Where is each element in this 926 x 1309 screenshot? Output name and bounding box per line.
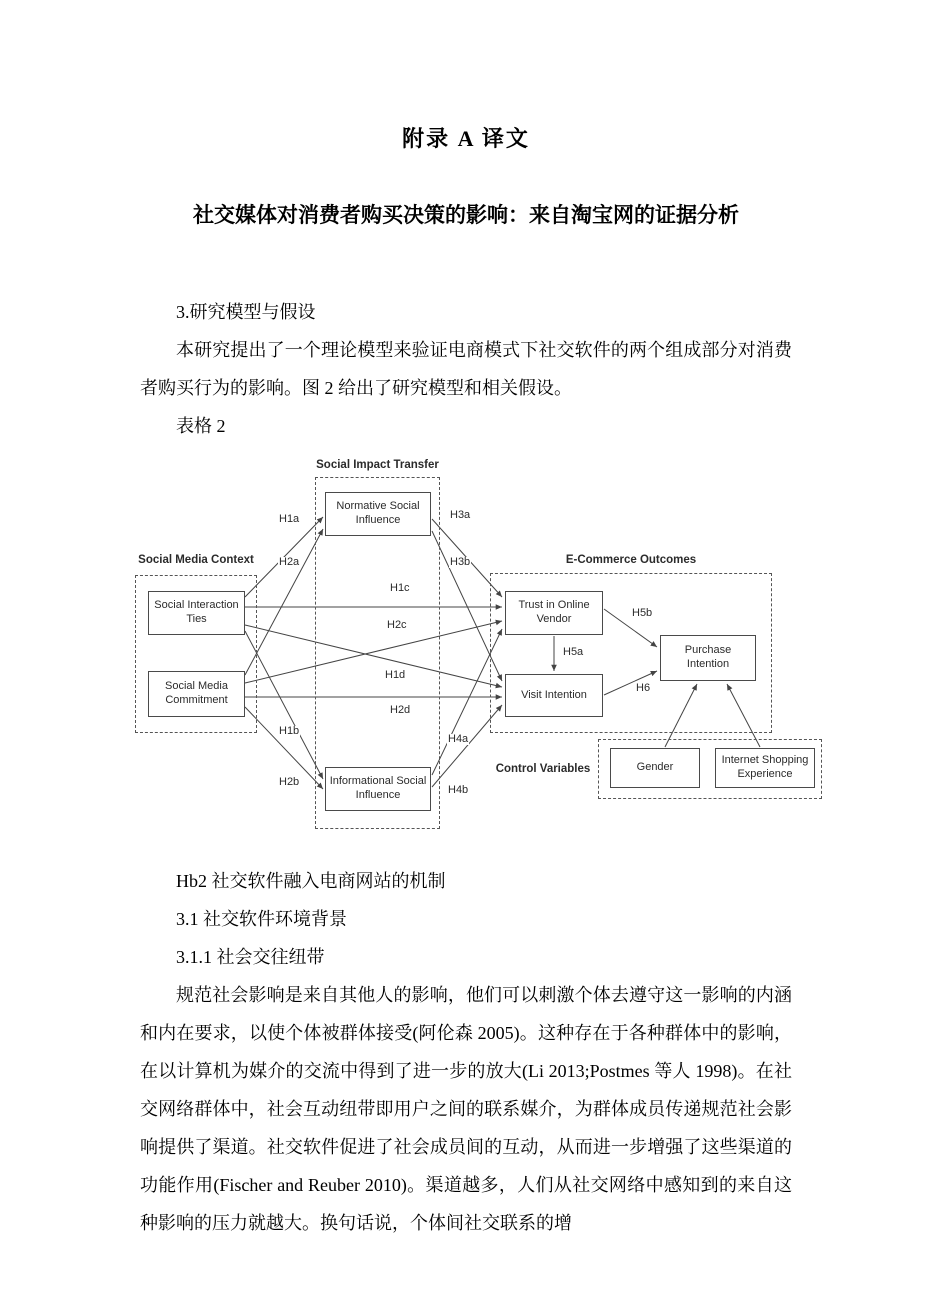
hypothesis-label-h1b: H1b [279,725,300,737]
hypothesis-label-h5b: H5b [632,607,653,619]
node-internet-shopping-experience: Internet Shopping Experience [715,748,815,788]
hypothesis-label-h1d: H1d [385,669,406,681]
table-caption: 表格 2 [176,416,226,436]
section-3-1-heading: 3.1 社交软件环境背景 [176,909,347,929]
node-social-media-commitment: Social Media Commitment [148,671,245,717]
group-label-social-media-context: Social Media Context [138,554,254,566]
node-gender: Gender [610,748,700,788]
paper-title: 社交媒体对消费者购买决策的影响：来自淘宝网的证据分析 [193,203,739,227]
hypothesis-label-h1a: H1a [279,513,300,525]
hypothesis-label-h5a: H5a [563,646,584,658]
hypothesis-label-h2b: H2b [279,776,300,788]
node-normative-social-influence: Normative Social Influence [325,492,431,536]
research-model-diagram [135,457,835,842]
section-3-heading: 3.研究模型与假设 [176,302,316,322]
hypothesis-label-h4a: H4a [448,733,469,745]
hb2-mechanism-line: Hb2 社交软件融入电商网站的机制 [176,871,446,891]
hypothesis-label-h2d: H2d [390,704,411,716]
node-social-interaction-ties: Social Interaction Ties [148,591,245,635]
hypothesis-label-h3b: H3b [450,556,471,568]
intro-paragraph: 本研究提出了一个理论模型来验证电商模式下社交软件的两个组成部分对消费者购买行为的影响。图 2 给出了研究模型和相关假设。 [140,340,792,398]
hypothesis-label-h1c: H1c [390,582,410,594]
hypothesis-label-h2a: H2a [279,556,300,568]
node-informational-social-influence: Informational Social Influence [325,767,431,811]
appendix-title: 附录 A 译文 [402,126,530,151]
node-trust-in-online-vendor: Trust in Online Vendor [505,591,603,635]
group-label-ecommerce-outcomes: E-Commerce Outcomes [565,554,697,566]
hypothesis-label-h4b: H4b [448,784,469,796]
hypothesis-label-h2c: H2c [387,619,407,631]
body-paragraph: 规范社会影响是来自其他人的影响，他们可以刺激个体去遵守这一影响的内涵和内在要求，以使个体被群体接受(阿伦森 2005)。这种存在于各种群体中的影响，在以计算机为媒介的交流中得到了进一步的放大(Li 2013;Postmes 等人 1998)。在社交网络群体中，社会互动纽带即用户之间的联系媒介，为群体成员传递规范社会影响提供了渠道。社交软件促进了社会成员间的互动，从而进一步增强了这些渠道的功能作用(Fischer and Reuber 2010)。渠道越多，人们从社交网络中感知到的来自这种影响的压力就越大。换句话说，个体间社交联系的增 [140,985,792,1233]
node-visit-intention: Visit Intention [505,674,603,717]
group-label-social-impact-transfer: Social Impact Transfer [316,459,439,471]
hypothesis-label-h6: H6 [636,682,651,694]
node-purchase-intention: Purchase Intention [660,635,756,681]
group-label-control-variables: Control Variables [495,763,591,775]
hypothesis-label-h3a: H3a [450,509,471,521]
section-3-1-1-heading: 3.1.1 社会交往纽带 [176,947,325,967]
